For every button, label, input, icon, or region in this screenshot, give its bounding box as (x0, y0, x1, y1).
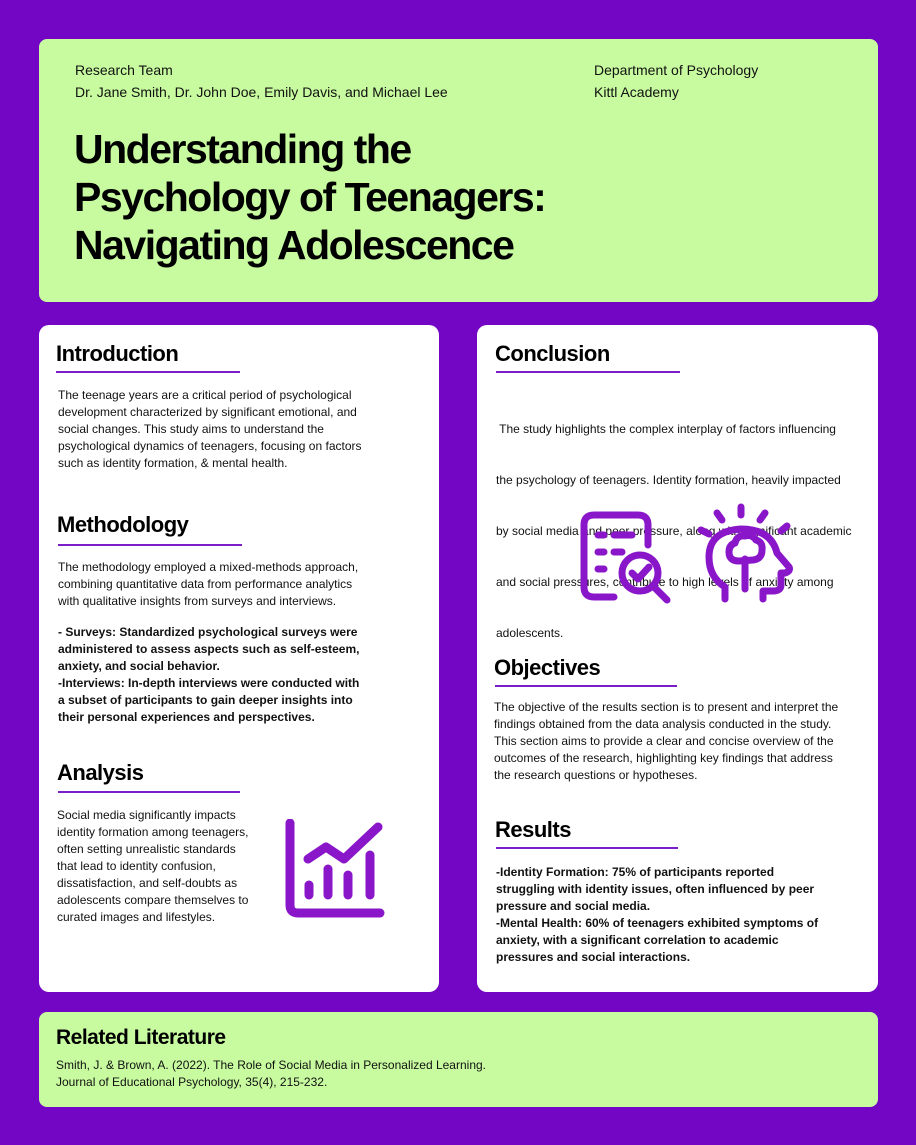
text-line: psychological dynamics of teenagers, focusing on factors (58, 439, 362, 453)
text-line: -Identity Formation: 75% of participants reported (496, 865, 775, 879)
text-line: -Interviews: In-depth interviews were conducted with (58, 676, 360, 690)
bar-chart-icon (284, 819, 386, 919)
text-line: Social media significantly impacts (57, 808, 236, 822)
page-title (74, 125, 694, 269)
text-line: The methodology employed a mixed-methods approach, (58, 560, 359, 574)
conclusion-rule (496, 371, 680, 373)
header-panel (39, 39, 878, 302)
head-tree-icon (695, 501, 801, 607)
text-line: curated images and lifestyles. (57, 910, 216, 924)
text-line: the research questions or hypotheses. (494, 768, 698, 782)
introduction-text (58, 387, 362, 472)
text-line: development characterized by significant emotional, and (58, 405, 357, 419)
text-line: by social media and peer pressure, along with significant academic (496, 524, 852, 538)
related-literature-panel (39, 1012, 878, 1107)
team-label: Research Team (75, 62, 173, 78)
text-line: and social pressures, contribute to high levels of anxiety among (496, 575, 834, 589)
text-line: administered to assess aspects such as self-esteem, (58, 642, 360, 656)
text-line: The study highlights the complex interplay of factors influencing (496, 422, 836, 436)
text-line: such as identity formation, & mental health. (58, 456, 288, 470)
citation-line: Smith, J. & Brown, A. (2022). The Role of Social Media in Personalized Learning. (56, 1058, 487, 1072)
text-line: - Surveys: Standardized psychological surveys were (58, 625, 358, 639)
left-card (39, 325, 439, 992)
methodology-text (58, 559, 358, 610)
text-line: findings obtained from the data analysis conducted in the study. (494, 717, 832, 731)
analysis-rule (58, 791, 240, 793)
text-line: adolescents compare themselves to (57, 893, 249, 907)
text-line: adolescents. (496, 626, 564, 640)
methodology-rule (58, 544, 242, 546)
objectives-title: Objectives (494, 655, 601, 680)
text-line: the psychology of teenagers. Identity formation, heavily impacted (496, 473, 841, 487)
conclusion-title: Conclusion (495, 341, 610, 366)
results-rule (496, 847, 678, 849)
text-line: The objective of the results section is to present and interpret the (494, 700, 839, 714)
title-line-2: Psychology of Teenagers: (74, 174, 546, 220)
text-line: The teenage years are a critical period of psychological (58, 388, 352, 402)
objectives-text (494, 699, 838, 784)
text-line: anxiety, with a significant correlation to academic (496, 933, 779, 947)
institution: Kittl Academy (594, 84, 679, 100)
text-line: struggling with identity issues, often influenced by peer (496, 882, 815, 896)
related-literature-title: Related Literature (56, 1026, 226, 1049)
text-line: with qualitative insights from surveys and interviews. (58, 594, 337, 608)
title-line-1: Understanding the (74, 126, 411, 172)
text-line: their personal experiences and perspectives. (58, 710, 315, 724)
text-line: that lead to identity confusion, (57, 859, 216, 873)
text-line: anxiety, and social behavior. (58, 659, 220, 673)
text-line: This section aims to provide a clear and concise overview of the (494, 734, 834, 748)
introduction-rule (56, 371, 240, 373)
right-card (477, 325, 878, 992)
methodology-details (58, 624, 359, 726)
text-line: -Mental Health: 60% of teenagers exhibited symptoms of (496, 916, 819, 930)
research-team-block (75, 59, 448, 103)
title-line-3: Navigating Adolescence (74, 222, 514, 268)
text-line: combining quantitative data from performance analytics (58, 577, 353, 591)
citation-line: Journal of Educational Psychology, 35(4), 215-232. (56, 1075, 328, 1089)
methodology-title: Methodology (57, 512, 189, 537)
text-line: dissatisfaction, and self-doubts as (57, 876, 238, 890)
document-search-icon (578, 509, 674, 607)
results-text (496, 864, 818, 966)
affiliation-block (594, 59, 758, 103)
text-line: pressure and social media. (496, 899, 651, 913)
department: Department of Psychology (594, 62, 759, 78)
objectives-rule (495, 685, 677, 687)
text-line: often setting unrealistic standards (57, 842, 236, 856)
introduction-title: Introduction (56, 341, 179, 366)
text-line: social changes. This study aims to understand the (58, 422, 324, 436)
analysis-text (57, 807, 248, 926)
related-literature-text (56, 1057, 486, 1091)
text-line: identity formation among teenagers, (57, 825, 249, 839)
team-members: Dr. Jane Smith, Dr. John Doe, Emily Davis, and Michael Lee (75, 84, 448, 100)
text-line: pressures and social interactions. (496, 950, 691, 964)
text-line: outcomes of the research, highlighting key findings that address (494, 751, 833, 765)
results-title: Results (495, 817, 571, 842)
analysis-title: Analysis (57, 760, 144, 785)
text-line: a subset of participants to gain deeper insights into (58, 693, 353, 707)
